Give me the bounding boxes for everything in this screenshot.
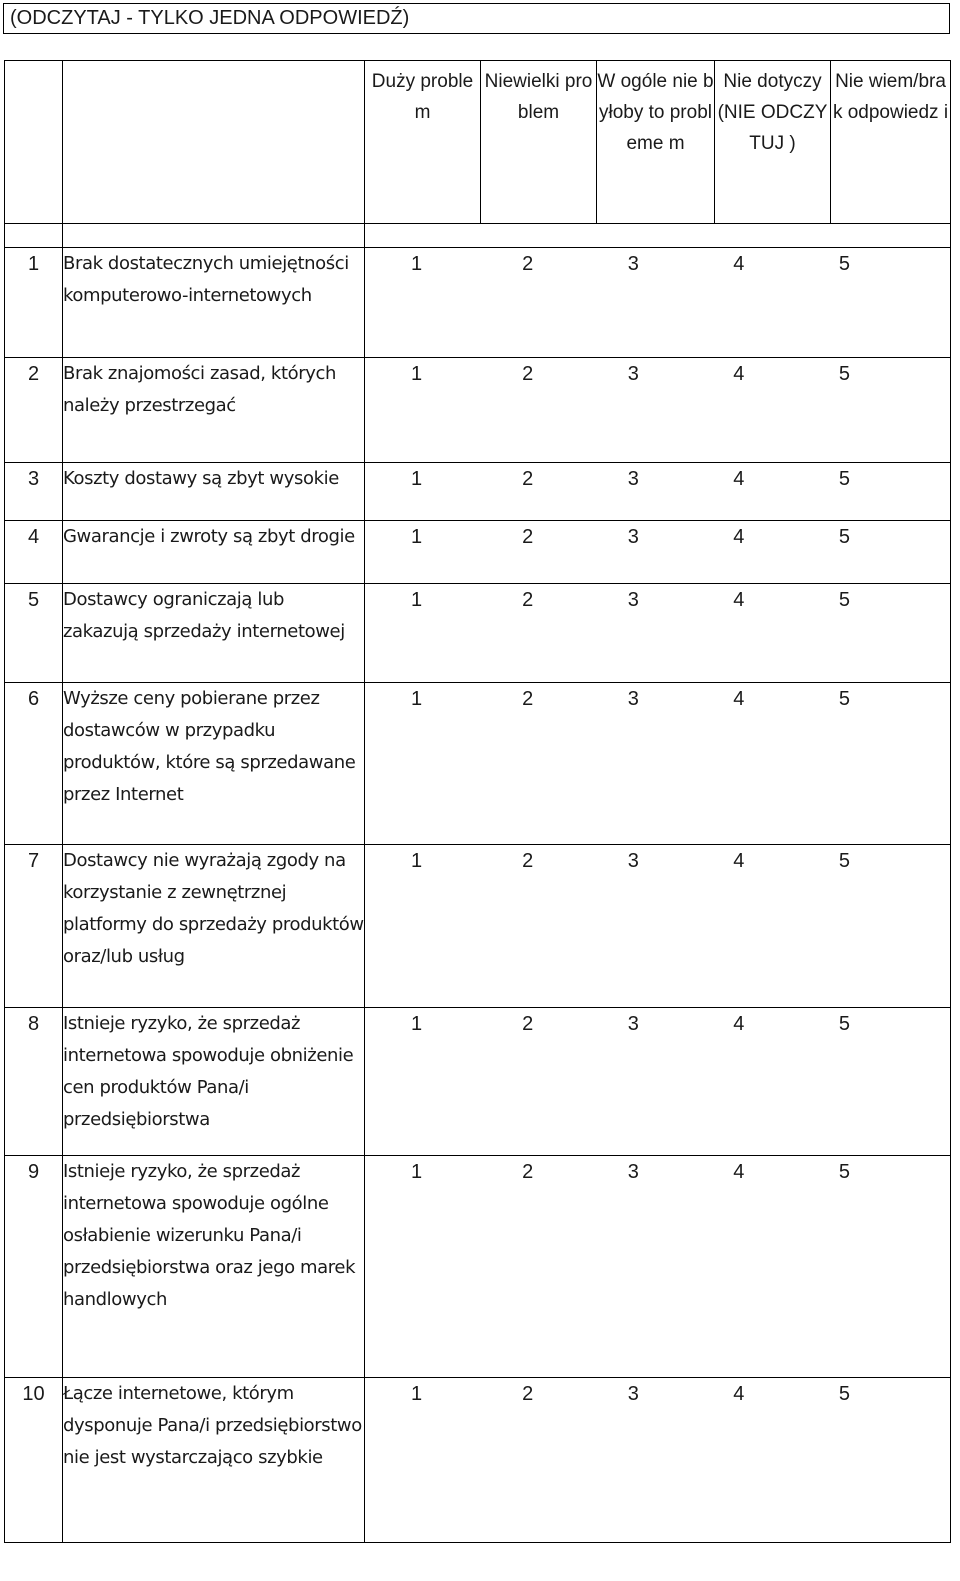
answer-code[interactable]: 5 [838,468,851,490]
answer-code[interactable]: 5 [838,363,851,385]
answer-code[interactable]: 1 [411,850,423,872]
item-number: 1 [5,248,63,358]
option-header: Nie wiem/brak odpowiedz i [831,61,951,224]
answer-code[interactable]: 5 [838,589,851,611]
answer-code[interactable]: 3 [627,1383,639,1405]
item-label: Istnieje ryzyko, że sprzedaż internetowa spowoduje ogólne osłabienie wizerunku Pana/i przedsiębiorstwa oraz jego marek handlowych [63,1156,365,1378]
answer-code[interactable]: 4 [733,1013,745,1035]
item-label: Dostawcy ograniczają lub zakazują sprzedaży internetowej [63,584,365,683]
answer-code[interactable]: 3 [627,468,639,490]
item-label: Koszty dostawy są zbyt wysokie [63,463,365,521]
answer-scale [365,683,951,845]
answer-code[interactable]: 5 [838,688,851,710]
item-number: 10 [5,1378,63,1543]
item-number: 6 [5,683,63,845]
answer-code[interactable]: 3 [627,526,639,548]
answer-scale [365,463,951,521]
answer-code[interactable]: 4 [733,1161,745,1183]
item-label: Brak dostatecznych umiejętności komputerowo-internetowych [63,248,365,358]
answer-code[interactable]: 1 [411,468,423,490]
item-label: Łącze internetowe, którym dysponuje Pana/i przedsiębiorstwo nie jest wystarczająco szybkie [63,1378,365,1543]
answer-code[interactable]: 5 [838,526,851,548]
answer-code[interactable]: 3 [627,1161,639,1183]
item-label: Gwarancje i zwroty są zbyt drogie [63,521,365,584]
answer-scale [365,521,951,584]
answer-code[interactable]: 1 [411,1013,423,1035]
survey-table [4,60,951,1543]
answer-code[interactable]: 3 [627,850,639,872]
table-row [5,1156,951,1378]
answer-code[interactable]: 2 [522,1161,534,1183]
answer-code[interactable]: 5 [838,1013,851,1035]
table-row [5,1378,951,1543]
answer-code[interactable]: 2 [522,589,534,611]
answer-code[interactable]: 1 [411,363,423,385]
answer-code[interactable]: 4 [733,468,745,490]
item-label: Wyższe ceny pobierane przez dostawców w przypadku produktów, które są sprzedawane przez Internet [63,683,365,845]
answer-code[interactable]: 5 [838,1161,851,1183]
item-number: 2 [5,358,63,463]
table-row [5,845,951,1008]
table-row [5,683,951,845]
table-row [5,248,951,358]
answer-code[interactable]: 4 [733,850,745,872]
item-label: Istnieje ryzyko, że sprzedaż internetowa spowoduje obniżenie cen produktów Pana/i przedsiębiorstwa [63,1008,365,1156]
answer-code[interactable]: 1 [411,253,423,275]
answer-code[interactable]: 3 [627,688,639,710]
answer-code[interactable]: 2 [522,526,534,548]
answer-scale [365,1378,951,1543]
item-label: Dostawcy nie wyrażają zgody na korzystanie z zewnętrznej platformy do sprzedaży produktów oraz/lub usług [63,845,365,1008]
answer-scale [365,845,951,1008]
answer-code[interactable]: 3 [627,589,639,611]
answer-code[interactable]: 4 [733,589,745,611]
instruction-banner: (ODCZYTAJ - TYLKO JEDNA ODPOWIEDŹ) [3,3,950,34]
answer-code[interactable]: 4 [733,363,745,385]
answer-code[interactable]: 1 [411,1161,423,1183]
answer-code[interactable]: 5 [838,253,851,275]
answer-code[interactable]: 5 [838,850,851,872]
answer-code[interactable]: 5 [838,1383,851,1405]
answer-code[interactable]: 1 [411,1383,423,1405]
answer-code[interactable]: 4 [733,688,745,710]
header-blank-label [63,61,365,224]
answer-code[interactable]: 2 [522,1013,534,1035]
answer-scale [365,248,951,358]
table-row [5,584,951,683]
item-number: 7 [5,845,63,1008]
answer-code[interactable]: 3 [627,253,639,275]
item-number: 3 [5,463,63,521]
answer-code[interactable]: 1 [411,688,423,710]
option-header: W ogóle nie byłoby to probleme m [597,61,715,224]
answer-code[interactable]: 2 [522,253,534,275]
answer-code[interactable]: 2 [522,468,534,490]
answer-code[interactable]: 2 [522,688,534,710]
option-header: Niewielki problem [481,61,597,224]
answer-code[interactable]: 3 [627,1013,639,1035]
answer-code[interactable]: 4 [733,1383,745,1405]
option-header: Nie dotyczy (NIE ODCZYTUJ ) [715,61,831,224]
answer-code[interactable]: 2 [522,850,534,872]
header-blank-num [5,61,63,224]
item-number: 8 [5,1008,63,1156]
table-row [5,358,951,463]
table-row [5,521,951,584]
table-row [5,1008,951,1156]
answer-scale [365,584,951,683]
answer-code[interactable]: 1 [411,589,423,611]
answer-code[interactable]: 4 [733,253,745,275]
answer-scale [365,358,951,463]
answer-code[interactable]: 3 [627,363,639,385]
item-number: 9 [5,1156,63,1378]
answer-code[interactable]: 2 [522,363,534,385]
header-row [5,61,951,224]
spacer-row [5,224,951,248]
item-number: 4 [5,521,63,584]
item-number: 5 [5,584,63,683]
option-header: Duży problem [365,61,481,224]
answer-code[interactable]: 1 [411,526,423,548]
answer-scale [365,1008,951,1156]
table-row [5,463,951,521]
item-label: Brak znajomości zasad, których należy przestrzegać [63,358,365,463]
answer-code[interactable]: 4 [733,526,745,548]
answer-code[interactable]: 2 [522,1383,534,1405]
answer-scale [365,1156,951,1378]
